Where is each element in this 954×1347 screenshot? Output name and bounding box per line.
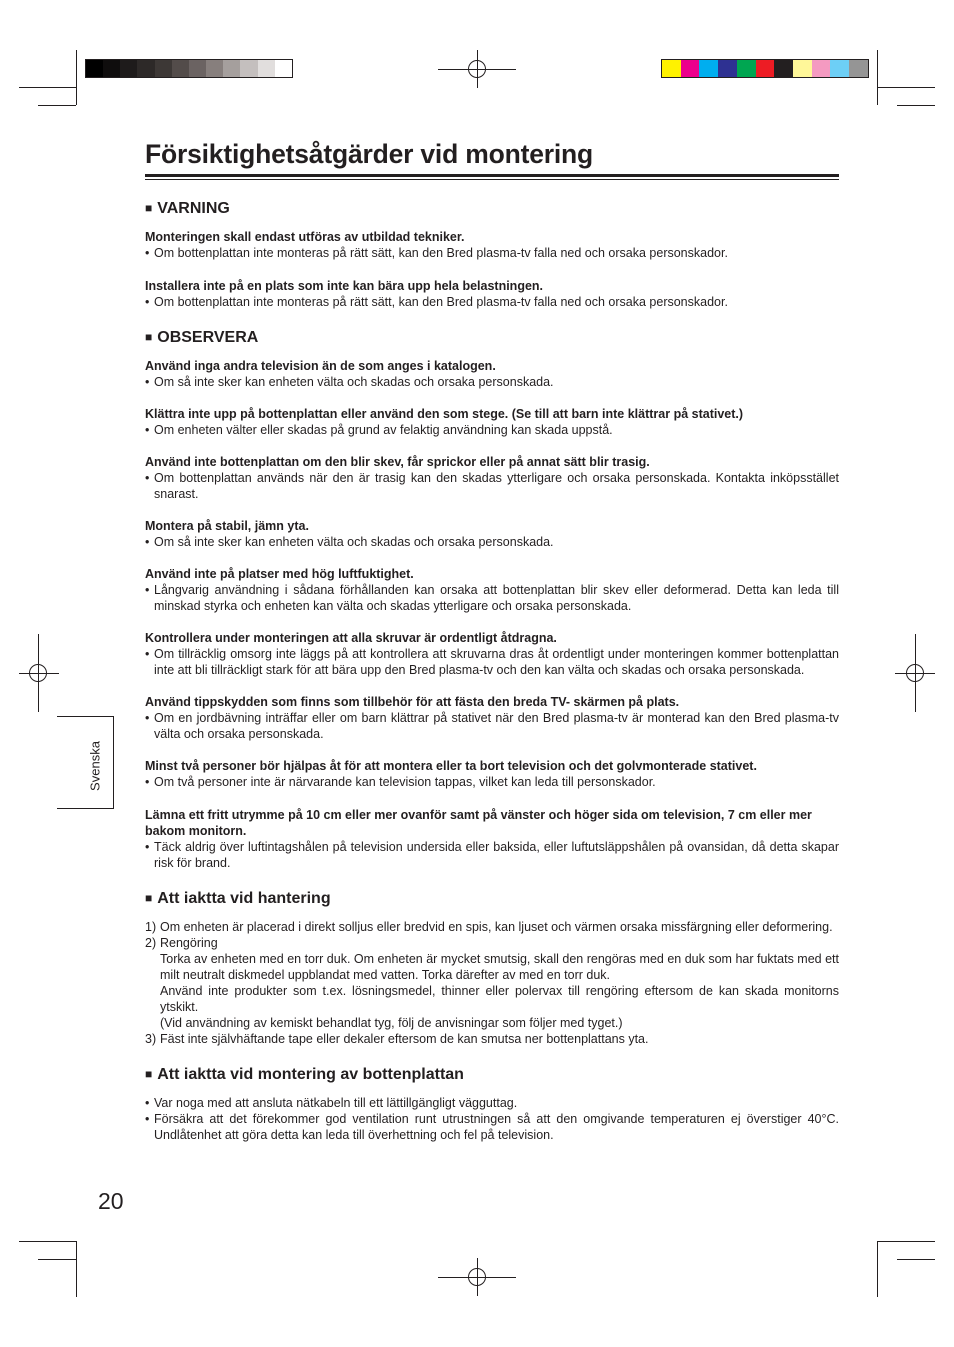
item-bullet: • Om bottenplattan inte monteras på rätt sätt, kan den Bred plasma-tv falla ned och orsaka personskador.	[145, 245, 839, 261]
color-swatch	[189, 60, 206, 77]
color-swatch	[103, 60, 120, 77]
item-bullet: • Långvarig användning i sådana förhållanden kan orsaka att bottenplattan blir skev eller deformerad. Detta kan leda till minskad styrka och enheten kan välta och skadas ytterligare och orsaka personskada.	[145, 582, 839, 614]
caution-item	[145, 807, 839, 871]
item-bullet: • Om bottenplattan inte monteras på rätt sätt, kan den Bred plasma-tv falla ned och orsaka personskador.	[145, 294, 839, 310]
item-heading: Använd inte på platser med hög luftfuktighet.	[145, 567, 414, 581]
square-bullet-icon: ■	[145, 330, 153, 344]
item-heading: Lämna ett fritt utrymme på 10 cm eller mer ovanför samt på vänster och höger sida om television, 7 cm eller mer bakom monitorn.	[145, 808, 812, 838]
warning-item	[145, 278, 839, 310]
caution-item	[145, 694, 839, 742]
color-swatch	[258, 60, 275, 77]
caution-item	[145, 758, 839, 790]
item-bullet: • Om enheten välter eller skadas på grund av felaktig användning kan skada uppstå.	[145, 422, 839, 438]
color-swatch	[275, 60, 292, 77]
item-heading: Använd inte bottenplattan om den blir skev, får sprickor eller på annat sätt blir trasig.	[145, 455, 650, 469]
item-heading: Kontrollera under monteringen att alla skruvar är ordentligt åtdragna.	[145, 631, 557, 645]
numbered-item: 2) Rengöring	[145, 936, 218, 950]
color-swatch	[737, 60, 756, 77]
color-swatch	[793, 60, 812, 77]
item-heading: Klättra inte upp på bottenplattan eller använd den som stege. (Se till att barn inte klättrar på stativet.)	[145, 407, 744, 421]
title-rule	[145, 174, 839, 177]
handling-section	[145, 889, 839, 1047]
item-heading: Installera inte på en plats som inte kan bära upp hela belastningen.	[145, 279, 544, 293]
caution-item	[145, 518, 839, 550]
square-bullet-icon: ■	[145, 1067, 153, 1081]
color-swatch	[120, 60, 137, 77]
color-swatch	[699, 60, 718, 77]
language-tab	[57, 716, 114, 809]
color-swatch	[662, 60, 681, 77]
numbered-item-paragraph: (Vid användning av kemiskt behandlat tyg, följ de anvisningar som följer med tyget.)	[160, 1016, 623, 1030]
caution-item	[145, 630, 839, 678]
page-number: 20	[98, 1188, 124, 1214]
item-heading: Monteringen skall endast utföras av utbildad tekniker.	[145, 230, 465, 244]
item-heading: Använd inga andra television än de som anges i katalogen.	[145, 359, 496, 373]
warning-item	[145, 229, 839, 261]
numbered-item: 1) Om enheten är placerad i direkt solljus eller bredvid en spis, kan ljuset och värmen orsaka missfärgning eller deformering.	[145, 920, 833, 934]
color-swatch	[223, 60, 240, 77]
mounting-bullet: • Var noga med att ansluta nätkabeln till ett lättillgängligt vägguttag.	[145, 1095, 839, 1111]
item-bullet: • Om två personer inte är närvarande kan television tappas, vilket kan leda till personskador.	[145, 774, 839, 790]
grayscale-color-bar	[85, 59, 293, 78]
color-swatch	[155, 60, 172, 77]
caution-item	[145, 566, 839, 614]
title-rule-thin	[145, 179, 839, 180]
color-swatch	[172, 60, 189, 77]
language-tab-label: Svenska	[87, 741, 103, 791]
caution-item	[145, 358, 839, 390]
caution-section	[145, 328, 839, 871]
warning-section	[145, 199, 839, 310]
caution-item	[145, 406, 839, 438]
caution-item	[145, 454, 839, 502]
section-heading: ■ OBSERVERA	[145, 329, 259, 346]
square-bullet-icon: ■	[145, 201, 153, 215]
item-heading: Montera på stabil, jämn yta.	[145, 519, 309, 533]
color-swatch	[681, 60, 700, 77]
numbered-item: 3) Fäst inte självhäftande tape eller dekaler eftersom de kan smutsa ner bottenplattans yta.	[145, 1032, 649, 1046]
mounting-bullet: • Försäkra att det förekommer god ventilation runt utrustningen så att den omgivande temperaturen ej överstiger 40°C. Undlåtenhet att göra detta kan leda till överhettning och fel på television.	[145, 1111, 839, 1143]
section-heading: ■ VARNING	[145, 200, 230, 217]
item-heading: Minst två personer bör hjälpas åt för att montera eller ta bort television och det golvmonterade stativet.	[145, 759, 757, 773]
item-heading: Använd tippskydden som finns som tillbehör för att fästa den breda TV- skärmen på plats.	[145, 695, 680, 709]
color-swatch	[774, 60, 793, 77]
color-swatch	[830, 60, 849, 77]
item-bullet: • Om en jordbävning inträffar eller om barn klättrar på stativet när den Bred plasma-tv är monterad kan den Bred plasma-tv välta och orsaka personskada.	[145, 710, 839, 742]
color-swatch	[137, 60, 154, 77]
color-swatch	[718, 60, 737, 77]
process-color-bar	[661, 59, 869, 78]
section-heading: ■ Att iaktta vid montering av bottenplattan	[145, 1066, 464, 1083]
main-content	[145, 199, 839, 1143]
item-bullet: • Om så inte sker kan enheten välta och skadas och orsaka personskada.	[145, 374, 839, 390]
color-swatch	[849, 60, 868, 77]
item-bullet: • Täck aldrig över luftintagshålen på television undersida eller baksida, eller luftutsläppshålen på ovansidan, då detta skapar risk för brand.	[145, 839, 839, 871]
color-swatch	[756, 60, 775, 77]
numbered-item-paragraph: Använd inte produkter som t.ex. lösningsmedel, thinner eller polervax till rengöring eftersom de kan skada monitorns ytskikt.	[160, 984, 839, 1014]
mounting-section	[145, 1065, 839, 1143]
item-bullet: • Om bottenplattan används när den är trasig kan den skadas ytterligare och orsaka personskada. Kontakta inköpsstället snarast.	[145, 470, 839, 502]
color-swatch	[812, 60, 831, 77]
color-swatch	[86, 60, 103, 77]
square-bullet-icon: ■	[145, 891, 153, 905]
item-bullet: • Om så inte sker kan enheten välta och skadas och orsaka personskada.	[145, 534, 839, 550]
section-heading: ■ Att iaktta vid hantering	[145, 890, 331, 907]
color-swatch	[240, 60, 257, 77]
numbered-item-paragraph: Torka av enheten med en torr duk. Om enheten är mycket smutsig, skall den rengöras med en duk som har fuktats med ett milt neutralt diskmedel uppblandat med vatten. Torka därefter av med en torr duk.	[160, 952, 839, 982]
item-bullet: • Om tillräcklig omsorg inte läggs på att kontrollera att skruvarna dras åt ordentligt under monteringen kommer bottenplattan inte att bli tillräckligt stark för att bära upp den Bred plasma-tv och den kan välta och skadas och orsaka personskada.	[145, 646, 839, 678]
page-title: Försiktighetsåtgärder vid montering	[145, 139, 593, 169]
color-swatch	[206, 60, 223, 77]
